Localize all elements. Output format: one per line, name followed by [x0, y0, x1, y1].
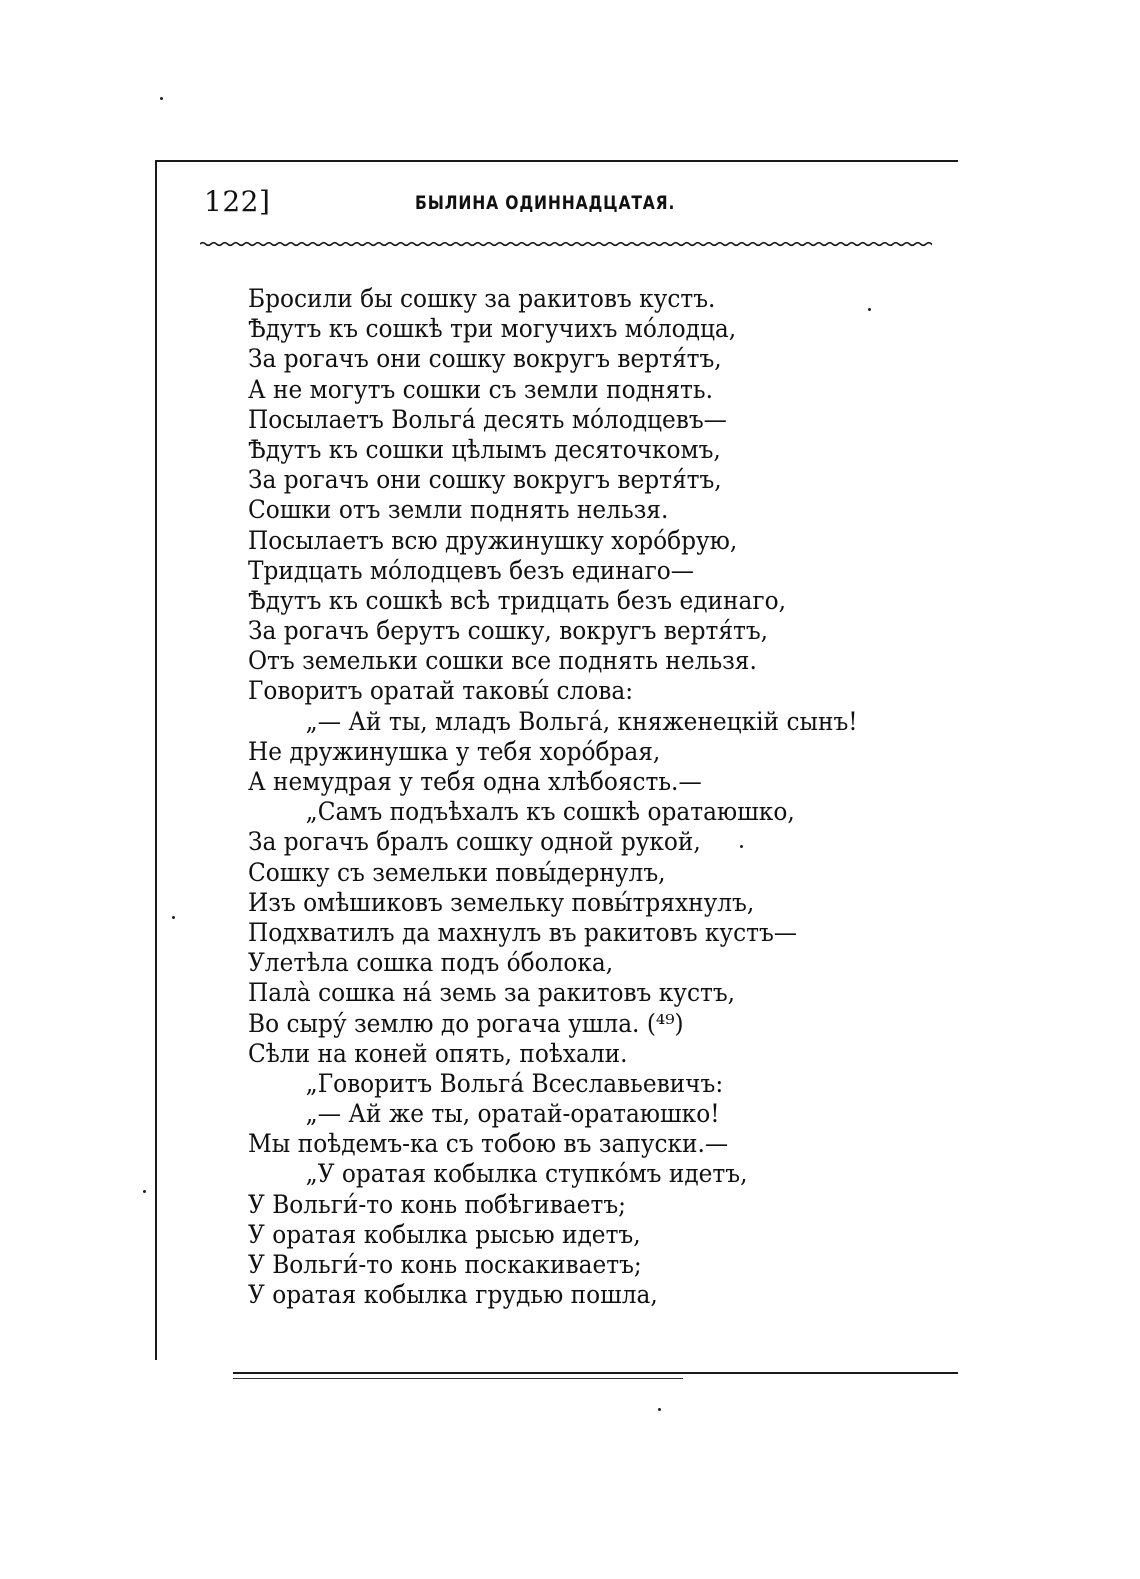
verse-line: У Вольги́-то конь поскакиваетъ; [248, 1250, 642, 1279]
verse-line: У Вольги́-то конь побѣгиваетъ; [248, 1189, 626, 1219]
verse-line: „Говоритъ Вольга́ Всеславьевичъ: [305, 1068, 724, 1098]
scan-speck [868, 308, 871, 311]
verse-line: У оратая кобылка грудью пошла, [248, 1280, 658, 1310]
verse-line: „У оратая кобылка ступко́мъ идетъ, [305, 1159, 748, 1189]
scan-speck [740, 845, 743, 848]
verse-line: Улетѣла сошка подъ о́болока, [248, 948, 614, 978]
bottom-rule-thin [233, 1378, 683, 1379]
verse-line: Не дружинушка у тебя хоро́брая, [248, 736, 661, 766]
verse-line: „— Ай же ты, оратай-оратаюшко! [305, 1099, 720, 1129]
verse-line: Говоритъ оратай таковы́ слова: [248, 676, 634, 706]
verse-line: „— Ай ты, младъ Вольга́, княженецкій сынъ! [305, 706, 858, 736]
verse-line: А немудрая у тебя одна хлѣбоясть.— [248, 767, 702, 796]
verse-line: Сошку съ земельки повы́дернулъ, [248, 857, 666, 887]
scan-speck [160, 97, 163, 100]
left-rule [155, 160, 157, 1360]
verse-line: Мы поѣдемъ-ка съ тобою въ запуски.— [248, 1129, 729, 1159]
verse-line: Посылаетъ Вольга́ десять мо́лодцевъ— [248, 404, 727, 434]
verse-line: А не могутъ сошки съ земли поднять. [248, 374, 713, 404]
verse-line: Пала̀ сошка на́ земь за ракитовъ кустъ, [248, 978, 736, 1008]
verse-line: У оратая кобылка рысью идетъ, [248, 1219, 641, 1249]
wavy-rule [200, 238, 932, 250]
verse-line: Тридцать мо́лодцевъ безъ единаго— [248, 555, 695, 585]
verse-line: За рогачъ берутъ сошку, вокругъ вертя́тъ, [248, 616, 769, 646]
verse-line: Ѣдутъ къ сошкѣ три могучихъ мо́лодца, [248, 314, 737, 344]
verse-line: Посылаетъ всю дружинушку хоро́брую, [248, 525, 738, 555]
bottom-rule [233, 1372, 958, 1374]
verse-block [248, 284, 928, 1310]
scan-speck [172, 916, 175, 919]
top-rule [155, 160, 958, 162]
verse-line: Во сыру́ землю до рогача ушла. (⁴⁹) [248, 1008, 684, 1038]
verse-line: Изъ омѣшиковъ земельку повы́тряхнулъ, [248, 887, 755, 917]
verse-line: Бросили бы сошку за ракитовъ кустъ. [248, 284, 716, 313]
running-head: БЫЛИНА ОДИННАДЦАТАЯ. [415, 192, 676, 214]
verse-line: Подхватилъ да махнулъ въ ракитовъ кустъ— [248, 917, 798, 947]
verse-line: За рогачъ они сошку вокругъ вертя́тъ, [248, 344, 722, 374]
verse-line: За рогачъ бралъ сошку одной рукой, [248, 827, 701, 857]
verse-line: Сѣли на коней опять, поѣхали. [248, 1038, 628, 1068]
verse-line: Ѣдутъ къ сошки цѣлымъ десяточкомъ, [248, 434, 721, 464]
verse-line: Сошки отъ земли поднять нельзя. [248, 495, 669, 525]
verse-line: Ѣдутъ къ сошкѣ всѣ тридцать безъ единаго, [248, 585, 786, 615]
verse-line: Отъ земельки сошки все поднять нельзя. [248, 646, 757, 676]
scan-speck [658, 1408, 661, 1411]
verse-line: „Самъ подъѣхалъ къ сошкѣ оратаюшко, [305, 797, 795, 827]
page-number: 122] [204, 185, 271, 218]
scan-speck [143, 1190, 146, 1193]
verse-line: За рогачъ они сошку вокругъ вертя́тъ, [248, 465, 722, 495]
